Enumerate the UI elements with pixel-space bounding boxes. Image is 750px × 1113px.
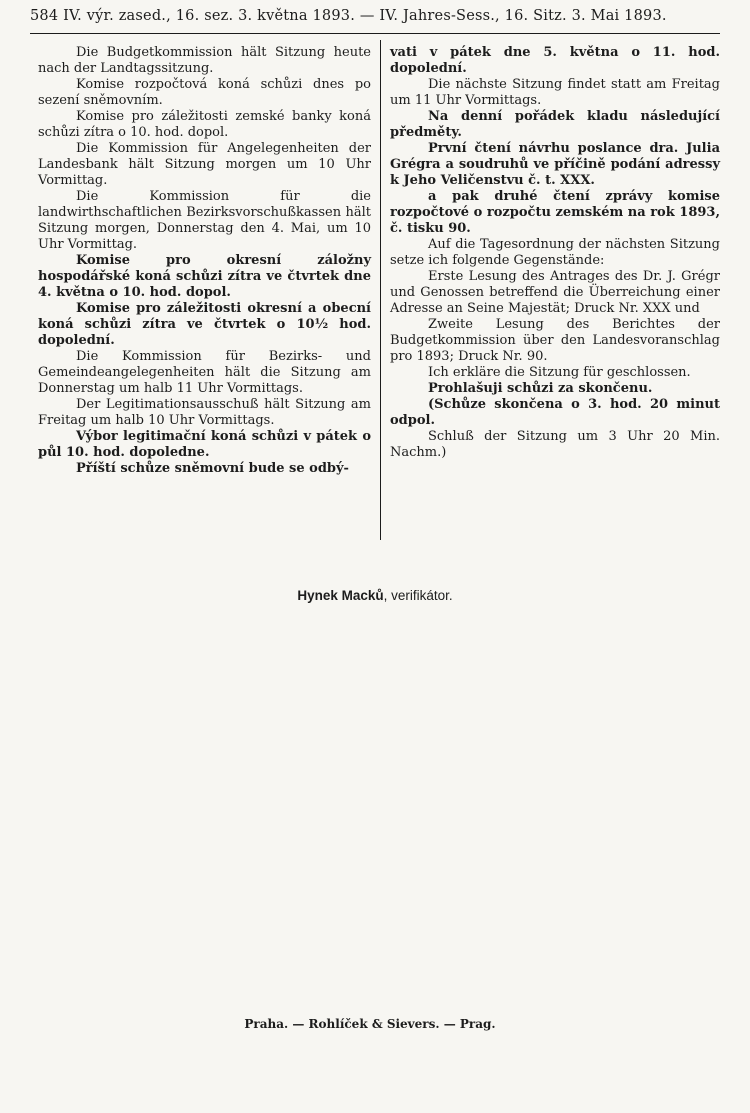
paragraph: Příští schůze sněmovní bude se odbý- bbox=[76, 461, 349, 476]
paragraph: Die nächste Sitzung findet statt am Freitag um 11 Uhr Vormittags. bbox=[390, 77, 720, 108]
paragraph: Auf die Tagesordnung der nächsten Sitzung setze ich folgende Gegenstände: bbox=[390, 237, 720, 268]
paragraph: První čtení návrhu poslance dra. Julia Grégra a soudruhů ve příčině podání adressy k Jeho Veličenstvu č. t. XXX. bbox=[390, 141, 720, 188]
paragraph: a pak druhé čtení zprávy komise rozpočtové o rozpočtu zemském na rok 1893, č. tisku 90. bbox=[390, 189, 720, 236]
paragraph: Na denní pořádek kladu následující předměty. bbox=[390, 109, 720, 140]
paragraph: Komise pro záležitosti okresní a obecní koná schůzi zítra ve čtvrtek o 10½ hod. dopolední. bbox=[38, 301, 371, 348]
left-column bbox=[38, 45, 371, 477]
paragraph: Prohlašuji schůzi za skončenu. bbox=[428, 381, 653, 396]
paragraph: Komise pro okresní záložny hospodářské koná schůzi zítra ve čtvrtek dne 4. května o 10. hod. dopol. bbox=[38, 253, 371, 300]
right-column bbox=[390, 45, 720, 461]
column-divider bbox=[380, 40, 381, 540]
paragraph: Výbor legitimační koná schůzi v pátek o půl 10. hod. dopoledne. bbox=[38, 429, 371, 460]
paragraph: Komise pro záležitosti zemské banky koná schůzi zítra o 10. hod. dopol. bbox=[38, 109, 371, 140]
paragraph: Der Legitimationsausschuß hält Sitzung am Freitag um halb 10 Uhr Vormittags. bbox=[38, 397, 371, 428]
paragraph: (Schůze skončena o 3. hod. 20 minut odpol. bbox=[390, 397, 720, 428]
paragraph: Die Kommission für Bezirks- und Gemeindeangelegenheiten hält die Sitzung am Donnerstag um halb 11 Uhr Vormittags. bbox=[38, 349, 371, 396]
header-rule bbox=[30, 33, 720, 34]
paragraph: Zweite Lesung des Berichtes der Budgetkommission über den Landesvoranschlag pro 1893; Druck Nr. 90. bbox=[390, 317, 720, 364]
running-header: 584 IV. výr. zased., 16. sez. 3. května 1893. — IV. Jahres-Sess., 16. Sitz. 3. Mai 1893. bbox=[30, 8, 667, 24]
paragraph: Die Kommission für die landwirthschaftlichen Bezirksvorschußkassen hält Sitzung morgen, Donnerstag den 4. Mai, um 10 Uhr Vormittag. bbox=[38, 189, 371, 252]
paragraph: Komise rozpočtová koná schůzi dnes po sezení sněmovním. bbox=[38, 77, 371, 108]
paragraph: vati v pátek dne 5. května o 11. hod. dopolední. bbox=[390, 45, 720, 76]
paragraph: Die Kommission für Angelegenheiten der Landesbank hält Sitzung morgen um 10 Uhr Vormittag. bbox=[38, 141, 371, 188]
paragraph: Erste Lesung des Antrages des Dr. J. Grégr und Genossen betreffend die Überreichung einer Adresse an Seine Majestät; Druck Nr. XXX und bbox=[390, 269, 720, 316]
paragraph: Die Budgetkommission hält Sitzung heute nach der Landtagssitzung. bbox=[38, 45, 371, 76]
paragraph: Schluß der Sitzung um 3 Uhr 20 Min. Nachm.) bbox=[390, 429, 720, 460]
verifier-name: Hynek Macků bbox=[297, 588, 384, 603]
paragraph: Ich erkläre die Sitzung für geschlossen. bbox=[428, 365, 691, 380]
printer-imprint: Praha. — Rohlíček & Sievers. — Prag. bbox=[244, 1017, 496, 1031]
verifier-role: , verifikátor. bbox=[383, 588, 453, 603]
signature-line bbox=[0, 588, 750, 603]
